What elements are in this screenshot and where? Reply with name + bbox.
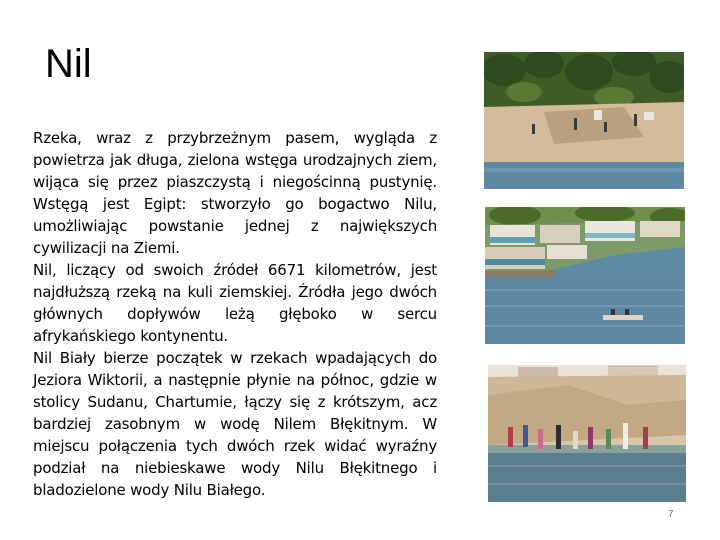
shore-people-photo: [488, 365, 686, 502]
paragraph-1: Rzeka, wraz z przybrzeżnym pasem, wygląda z powietrza jak długa, zielona wstęga urodzajnych ziem, wijąca się przez piaszczystą i niegościnną pustynię. Wstęgą jest Egipt: stworzyło go bogactwo Nilu, umożliwiając powstanie jednej z największych cywilizacji na Ziemi.: [33, 129, 437, 257]
river-houseboats-photo: [485, 207, 685, 344]
river-bank-photo: [484, 52, 684, 189]
slide-body: [33, 127, 437, 501]
paragraph-3: Nil Biały bierze początek w rzekach wpadających do Jeziora Wiktorii, a następnie płynie na północ, gdzie w stolicy Sudanu, Chartumie, łączy się z krótszym, acz bardziej zasobnym w wodę Nilem Błękitnym. W miejscu połączenia tych dwóch rzek widać wyraźny podział na niebieskawe wody Nilu Błękitnego i bladozielone wody Nilu Białego.: [33, 349, 437, 499]
slide-title: Nil: [45, 42, 92, 86]
paragraph-2: Nil, liczący od swoich źródeł 6671 kilometrów, jest najdłuższą rzeką na kuli ziemskiej. Źródła jego dwóch głównych dopływów leżą głęboko w sercu afrykańskiego kontynentu.: [33, 261, 437, 345]
page-number: 7: [668, 509, 674, 520]
